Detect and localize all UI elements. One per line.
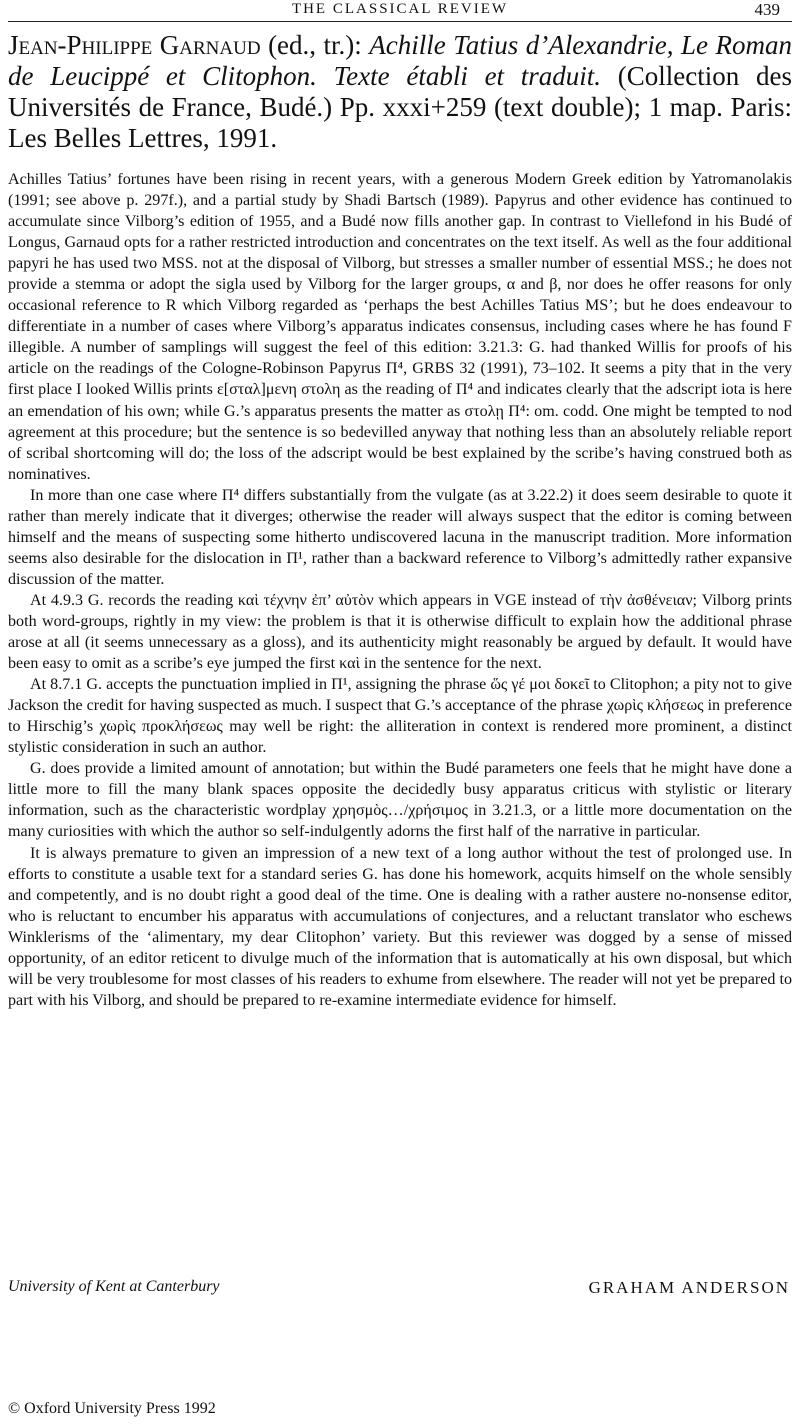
citation-role: (ed., tr.): [260, 30, 370, 60]
running-head [0, 0, 800, 22]
reviewer-affiliation: University of Kent at Canterbury [8, 1278, 220, 1295]
book-citation [8, 30, 792, 154]
review-body [8, 169, 792, 1011]
citation-details: (Collection des Universités de France, Budé.) Pp. xxxi+259 (text double); 1 map. Paris: Les Belles Lettres, 1991. [8, 61, 792, 153]
page-number: 439 [754, 0, 780, 19]
reviewer-name: GRAHAM ANDERSON [588, 1278, 790, 1297]
paragraph-1: Achilles Tatius’ fortunes have been rising in recent years, with a generous Modern Greek edition by Yatromanolakis (1991; see above p. 297f.), and a partial study by Shadi Bartsch (1989). Papyrus and other evidence has continued to accumulate since Vilborg’s edition of 1955, and a Budé now fills another gap. In contrast to Viellefond in his Budé of Longus, Garnaud opts for a rather restricted introduction and concentrates on the text itself. As well as the four additional papyri he has used two MSS. not at the disposal of Vilborg, but stresses a smaller number of essential MSS.; he does not provide a stemma or adopt the sigla used by Vilborg for the larger groups, α and β, nor does he offer reasons for only occasional reference to R which Vilborg regarded as ‘perhaps the best Achilles Tatius MS’; but he does endeavour to differentiate in a number of cases where Vilborg’s apparatus indicates consensus, including cases where he has found F illegible. A number of samplings will suggest the feel of this edition: 3.21.3: G. had thanked Willis for proofs of his article on the readings of the Cologne-Robinson Papyrus Π⁴, GRBS 32 (1991), 73–102. It seems a pity that in the very first place I looked Willis prints ε[σταλ]μενη στολη as the reading of Π⁴ and indicates clearly that the adscript iota is here an emendation of his own; while G.’s apparatus presents the matter as στολῃ Π⁴: om. codd. One might be tempted to nod agreement at this procedure; but the sentence is so bedevilled anyway that nothing less than an absolutely reliable report of scribal shortcoming will do; the loss of the adscript would be best explained by the scribe’s having construed both as nominatives. [8, 171, 792, 483]
journal-title: THE CLASSICAL REVIEW [291, 1, 509, 17]
signoff [8, 1278, 792, 1302]
header-rule [8, 21, 792, 22]
paragraph-4: At 8.7.1 G. accepts the punctuation implied in Π¹, assigning the phrase ὥς γέ μοι δοκεῖ to Clitophon; a pity not to give Jackson the credit for having suspected as much. I suspect that G.’s acceptance of the phrase χωρὶς κλήσεως in preference to Hirschig’s χωρὶς προκλήσεως may well be right: the alliteration in context is rendered more prominent, a distinct stylistic consideration in such an author. [8, 676, 793, 757]
paragraph-5: G. does provide a limited amount of annotation; but within the Budé parameters one feels that he might have done a little more to fill the many blank spaces opposite the decidedly busy apparatus criticus with stylistic or literary information, such as the characteristic wordplay χρησμὸς…/χρήσιμος in 3.21.3, or a little more documentation on the many curiosities with which the author so self-indulgently adorns the first half of the narrative in particular. [8, 760, 792, 841]
citation-author: Jean-Philippe Garnaud [8, 30, 261, 60]
copyright-footer: © Oxford University Press 1992 [8, 1400, 216, 1417]
paragraph-3: At 4.9.3 G. records the reading καὶ τέχνην ἐπ’ αὐτὸν which appears in VGE instead of τὴν ἀσθένειαν; Vilborg prints both word-groups, rightly in my view: the problem is that it is otherwise difficult to explain how the additional phrase arose at all (it seems unnecessary as a gloss), and its authenticity might reasonably be argued by default. It would have been easy to omit as a scribe’s eye jumped the first καὶ in the sentence for the next. [8, 591, 792, 673]
paragraph-2: In more than one case where Π⁴ differs substantially from the vulgate (as at 3.22.2) it does seem desirable to quote it rather than merely indicate that it diverges; otherwise the reader will always suspect that the editor is coming between himself and the means of suspecting some hitherto undiscovered lacuna in the manuscript tradition. More information seems also desirable for the dislocation in Π¹, rather than a backward reference to Vilborg’s admittedly rather expansive discussion of the matter. [8, 486, 792, 588]
paragraph-6: It is always premature to given an impression of a new text of a long author without the test of prolonged use. In efforts to constitute a usable text for a standard series G. has done his homework, acquits himself on the whole sensibly and competently, and is no doubt right a good deal of the time. One is dealing with a rather austere no-nonsense editor, who is reluctant to encumber his apparatus with accumulations of conjectures, and a reluctant translator who eschews Winklerisms of the ‘alimentary, my dear Clitophon’ variety. But this reviewer was dogged by a sense of missed opportunity, of an editor reticent to divulge much of the information that is automatically at his own disposal, but which will be very troublesome for most classes of his readers to exhume from elsewhere. The reader will not yet be prepared to part with his Vilborg, and should be prepared to re-examine intermediate evidence for himself. [8, 844, 792, 1009]
citation-title: Achille Tatius d’Alexandrie, Le Roman de Leucippé et Clitophon. Texte établi et traduit. [8, 30, 792, 91]
